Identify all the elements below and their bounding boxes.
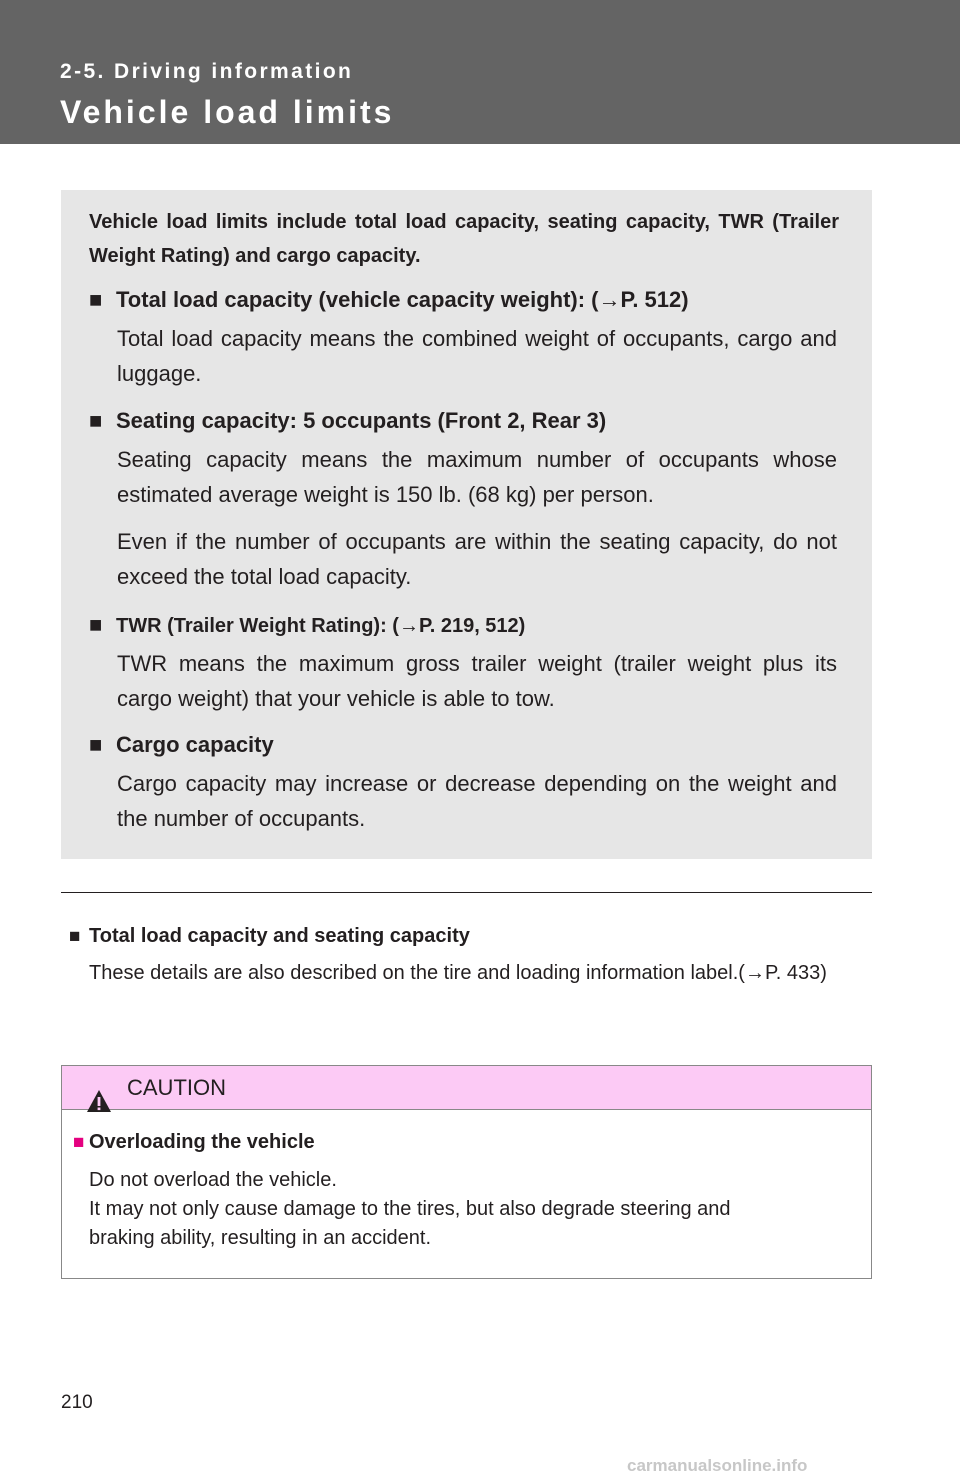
caution-label: CAUTION (127, 1075, 226, 1100)
watermark-text: carmanualsonline.info (627, 1456, 808, 1475)
summary-text-cargo: Cargo capacity may increase or decrease depending on the weight and the number of occupants. (117, 771, 837, 831)
bullet-square-icon: ■ (89, 287, 103, 312)
bullet-square-icon: ■ (89, 408, 103, 433)
caution-text (89, 1166, 867, 1253)
warning-triangle-icon (86, 1089, 112, 1113)
caution-heading-text: Overloading the vehicle (89, 1131, 315, 1153)
bullet-square-icon: ■ (69, 926, 81, 947)
summary-text-seating-note: Even if the number of occupants are within the seating capacity, do not exceed the total load capacity. (117, 529, 837, 589)
page-number: 210 (61, 1392, 93, 1413)
caution-line: Do not overload the vehicle. (89, 1169, 337, 1191)
summary-heading-seating (89, 406, 849, 436)
section-label: 2-5. Driving information (60, 60, 354, 83)
caution-heading (73, 1128, 315, 1157)
summary-text-twr: TWR means the maximum gross trailer weight (trailer weight plus its cargo weight) that your vehicle is able to tow. (117, 651, 837, 711)
bullet-square-icon: ■ (89, 732, 103, 757)
summary-heading-total-load (89, 285, 849, 315)
bullet-square-icon: ■ (89, 612, 103, 637)
caution-line: braking ability, resulting in an accident. (89, 1227, 432, 1249)
summary-heading-twr (89, 610, 849, 641)
summary-heading-text: TWR (Trailer Weight Rating): (→P. 219, 512) (116, 615, 526, 637)
bullet-square-icon: ■ (73, 1132, 85, 1153)
summary-heading-text: Seating capacity: 5 occupants (Front 2, Rear 3) (116, 408, 607, 433)
note-heading-text: Total load capacity and seating capacity (89, 925, 470, 947)
summary-text-seating: Seating capacity means the maximum number of occupants whose estimated average weight is 150 lb. (68 kg) per person. (117, 447, 837, 507)
section-divider (61, 892, 872, 893)
note-heading (69, 922, 470, 951)
note-text: These details are also described on the tire and loading information label.(→P. 433) (89, 962, 827, 984)
page-title: Vehicle load limits (60, 94, 395, 130)
summary-intro: Vehicle load limits include total load capacity, seating capacity, TWR (Trailer Weight Rating) and cargo capacity. (89, 211, 839, 267)
summary-heading-cargo (89, 730, 849, 760)
summary-text-total-load: Total load capacity means the combined weight of occupants, cargo and luggage. (117, 326, 837, 386)
summary-heading-text: Total load capacity (vehicle capacity weight): (→P. 512) (116, 287, 689, 312)
caution-line: It may not only cause damage to the tires, but also degrade steering and (89, 1198, 731, 1220)
summary-heading-text: Cargo capacity (116, 732, 274, 757)
